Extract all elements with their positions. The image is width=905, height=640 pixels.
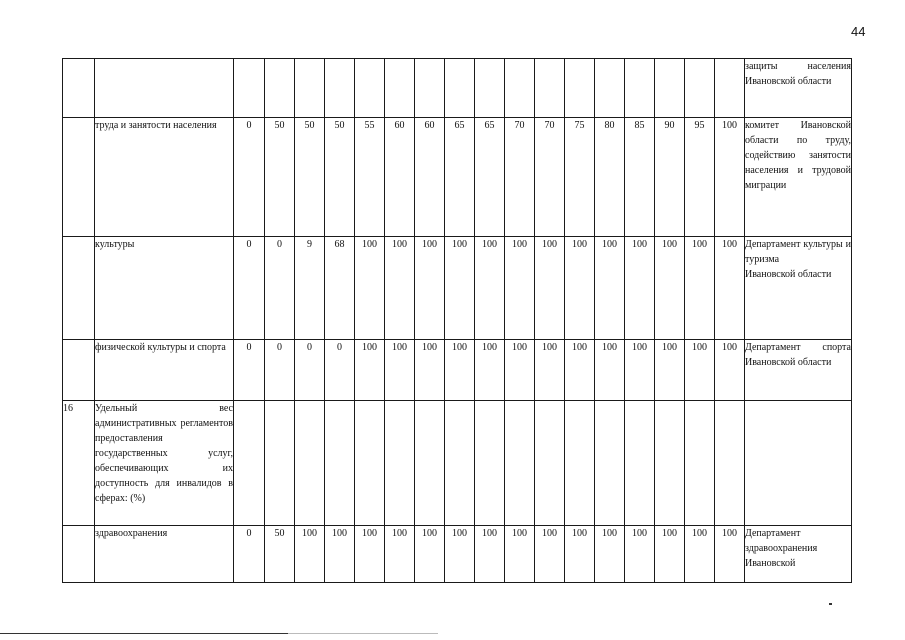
year-value: [445, 59, 475, 118]
year-value: 75: [565, 118, 595, 237]
year-value: [355, 401, 385, 526]
year-value: 100: [445, 340, 475, 401]
row-number: 16: [63, 401, 95, 526]
year-value: 55: [355, 118, 385, 237]
year-value: 70: [505, 118, 535, 237]
year-value: 9: [295, 237, 325, 340]
year-value: 100: [655, 340, 685, 401]
year-value: [325, 401, 355, 526]
indicator-table: [62, 58, 852, 583]
year-value: 65: [475, 118, 505, 237]
year-value: 100: [295, 526, 325, 583]
responsible-organization: комитет Ивановской области по труду, содействию занятости населения и трудовой миграции: [745, 118, 852, 237]
year-value: 0: [234, 237, 265, 340]
year-value: 100: [685, 237, 715, 340]
year-value: [475, 59, 505, 118]
year-value: [445, 401, 475, 526]
footer-rule-faint: [288, 633, 438, 634]
year-value: 100: [475, 340, 505, 401]
year-value: [685, 401, 715, 526]
year-value: 100: [415, 340, 445, 401]
year-value: 0: [295, 340, 325, 401]
year-value: 100: [625, 340, 655, 401]
table-row: [63, 340, 852, 401]
year-value: 0: [265, 340, 295, 401]
year-value: 100: [355, 340, 385, 401]
responsible-organization: [745, 401, 852, 526]
year-value: [535, 401, 565, 526]
year-value: 100: [385, 526, 415, 583]
year-value: [565, 401, 595, 526]
year-value: [625, 401, 655, 526]
year-value: 50: [265, 118, 295, 237]
year-value: [295, 401, 325, 526]
year-value: 100: [595, 526, 625, 583]
year-value: 100: [505, 237, 535, 340]
year-value: 100: [325, 526, 355, 583]
year-value: 100: [355, 526, 385, 583]
year-value: [325, 59, 355, 118]
table-row: [63, 237, 852, 340]
year-value: [385, 59, 415, 118]
year-value: 0: [265, 237, 295, 340]
year-value: 95: [685, 118, 715, 237]
year-value: 100: [535, 526, 565, 583]
year-value: 100: [535, 340, 565, 401]
year-value: 60: [415, 118, 445, 237]
indicator-label: культуры: [95, 237, 234, 340]
year-value: 100: [715, 118, 745, 237]
indicator-label: [95, 59, 234, 118]
year-value: [265, 401, 295, 526]
year-value: 0: [325, 340, 355, 401]
year-value: 65: [445, 118, 475, 237]
year-value: 100: [475, 526, 505, 583]
indicator-label: Удельный вес административных регламентов предоставления государственных услуг, обеспечивающих их доступность для инвалидов в сферах: (%): [95, 401, 234, 526]
year-value: [655, 401, 685, 526]
year-value: 0: [234, 526, 265, 583]
year-value: 100: [715, 340, 745, 401]
row-number: [63, 59, 95, 118]
footer-rule: [0, 633, 288, 634]
row-number: [63, 118, 95, 237]
table-row: [63, 118, 852, 237]
year-value: 68: [325, 237, 355, 340]
year-value: 100: [505, 526, 535, 583]
year-value: [234, 59, 265, 118]
year-value: [595, 401, 625, 526]
year-value: 0: [234, 118, 265, 237]
responsible-organization: защиты населения Ивановской области: [745, 59, 852, 118]
year-value: [655, 59, 685, 118]
year-value: 100: [685, 526, 715, 583]
year-value: 100: [565, 526, 595, 583]
year-value: [415, 59, 445, 118]
responsible-organization: Департамент культуры и туризма Ивановской области: [745, 237, 852, 340]
row-number: [63, 237, 95, 340]
year-value: [505, 59, 535, 118]
year-value: 100: [625, 237, 655, 340]
year-value: 90: [655, 118, 685, 237]
year-value: 100: [625, 526, 655, 583]
year-value: 100: [715, 526, 745, 583]
year-value: 85: [625, 118, 655, 237]
year-value: [355, 59, 385, 118]
year-value: 100: [685, 340, 715, 401]
year-value: [535, 59, 565, 118]
year-value: [475, 401, 505, 526]
year-value: 100: [445, 237, 475, 340]
year-value: 100: [505, 340, 535, 401]
responsible-organization: Департамент здравоохранения Ивановской: [745, 526, 852, 583]
year-value: 70: [535, 118, 565, 237]
row-number: [63, 526, 95, 583]
year-value: 100: [715, 237, 745, 340]
year-value: [595, 59, 625, 118]
page-number: 44: [851, 24, 866, 39]
year-value: 50: [325, 118, 355, 237]
year-value: [415, 401, 445, 526]
year-value: [234, 401, 265, 526]
year-value: [685, 59, 715, 118]
year-value: [625, 59, 655, 118]
year-value: [505, 401, 535, 526]
year-value: 100: [445, 526, 475, 583]
year-value: [265, 59, 295, 118]
year-value: 100: [475, 237, 505, 340]
year-value: [565, 59, 595, 118]
table-row: [63, 59, 852, 118]
scan-speck: [829, 603, 832, 605]
year-value: [385, 401, 415, 526]
indicator-label: здравоохранения: [95, 526, 234, 583]
responsible-organization: Департамент спорта Ивановской области: [745, 340, 852, 401]
year-value: 100: [565, 237, 595, 340]
indicator-label: физической культуры и спорта: [95, 340, 234, 401]
year-value: 100: [385, 237, 415, 340]
year-value: 0: [234, 340, 265, 401]
year-value: 100: [415, 237, 445, 340]
table-row: [63, 401, 852, 526]
year-value: [295, 59, 325, 118]
year-value: 100: [415, 526, 445, 583]
year-value: 50: [265, 526, 295, 583]
year-value: 100: [655, 237, 685, 340]
year-value: 100: [655, 526, 685, 583]
year-value: 100: [565, 340, 595, 401]
table-row: [63, 526, 852, 583]
row-number: [63, 340, 95, 401]
year-value: 100: [535, 237, 565, 340]
year-value: 100: [595, 237, 625, 340]
year-value: 100: [595, 340, 625, 401]
year-value: 80: [595, 118, 625, 237]
year-value: [715, 401, 745, 526]
year-value: 100: [385, 340, 415, 401]
indicator-label: труда и занятости населения: [95, 118, 234, 237]
year-value: [715, 59, 745, 118]
year-value: 100: [355, 237, 385, 340]
year-value: 60: [385, 118, 415, 237]
year-value: 50: [295, 118, 325, 237]
